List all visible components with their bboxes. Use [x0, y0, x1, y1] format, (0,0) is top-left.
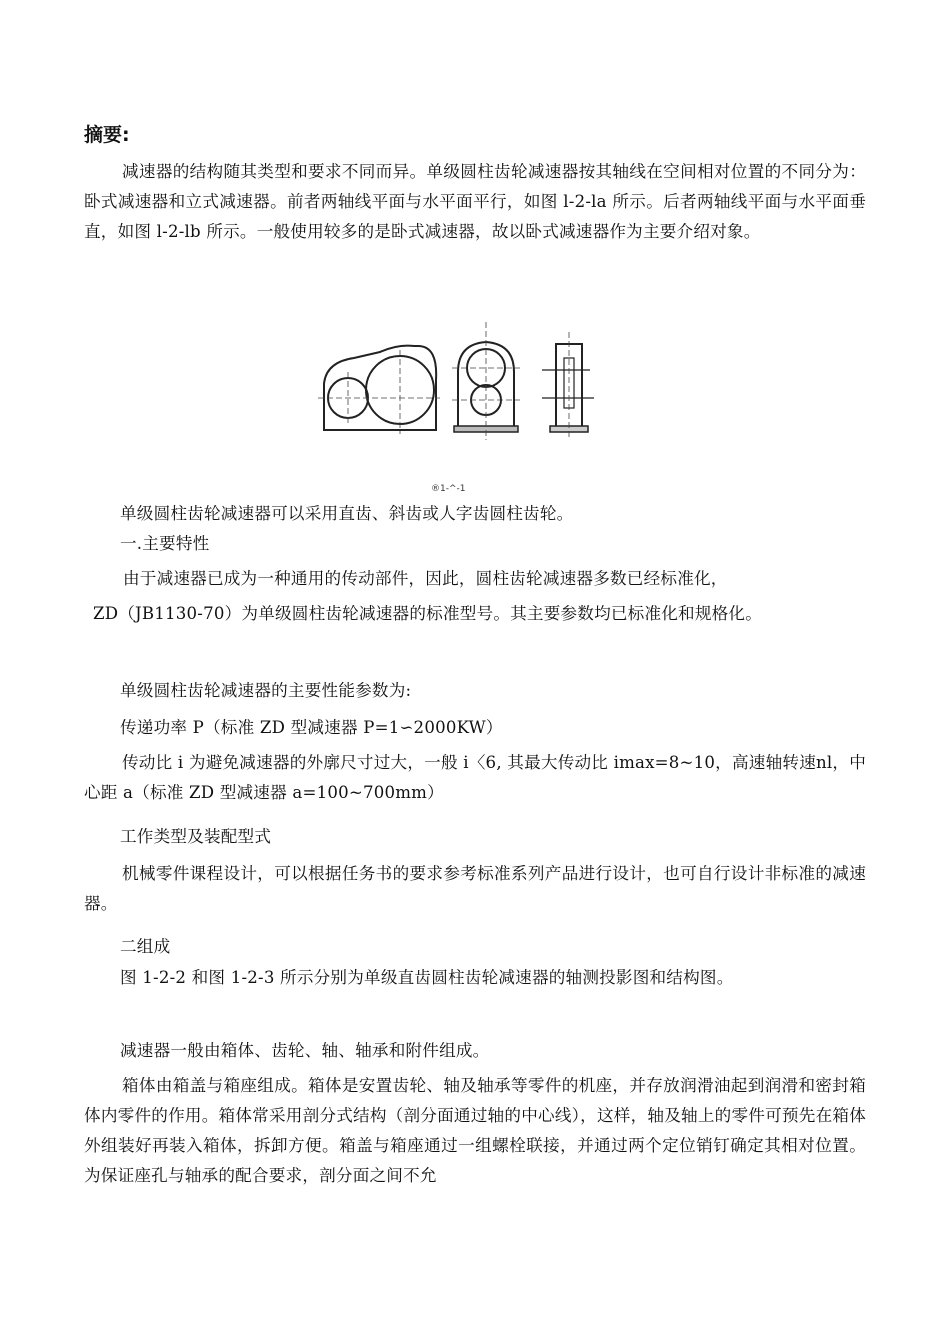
- gear-types-line: 单级圆柱齿轮减速器可以采用直齿、斜齿或人字齿圆柱齿轮。: [120, 504, 574, 523]
- components-line: 减速器一般由箱体、齿轮、轴、轴承和附件组成。: [120, 1041, 490, 1060]
- section-main-features: 一.主要特性: [120, 534, 210, 553]
- section-composition: 二组成: [120, 937, 171, 956]
- housing-paragraph: 箱体由箱盖与箱座组成。箱体是安置齿轮、轴及轴承等零件的机座，并存放润滑油起到润滑和密封箱体内零件的作用。箱体常采用剖分式结构（剖分面通过轴的中心线），这样，轴及轴上的零件可预先在箱体外组装好再装入箱体，拆卸方便。箱盖与箱座通过一组螺栓联接，并通过两个定位销钉确定其相对位置。为保证座孔与轴承的配合要求，剖分面之间不允: [84, 1076, 866, 1185]
- figure-reference-line: 图 1-2-2 和图 1-2-3 所示分别为单级直齿圆柱齿轮减速器的轴测投影图和结构图。: [120, 968, 734, 987]
- ratio-paragraph: 传动比 i 为避免减速器的外廓尺寸过大，一般 i〈6, 其最大传动比 imax=8~10，高速轴转速nl，中心距 a（标准 ZD 型减速器 a=100~700mm）: [84, 753, 866, 802]
- work-type-line: 工作类型及装配型式: [120, 827, 272, 846]
- abstract-heading: 摘要:: [84, 124, 130, 146]
- intro-paragraph: 减速器的结构随其类型和要求不同而异。单级圆柱齿轮减速器按其轴线在空间相对位置的不同分为：卧式减速器和立式减速器。前者两轴线平面与水平面平行，如图 l-2-la 所示。后者两轴线平面与水平面垂直，如图 l-2-lb 所示。一般使用较多的是卧式减速器，故以卧式减速器作为主要介绍对象。: [84, 162, 866, 241]
- standardization-line-2: ZD（JB1130-70）为单级圆柱齿轮减速器的标准型号。其主要参数均已标准化和规格化。: [93, 604, 763, 623]
- design-paragraph: 机械零件课程设计，可以根据任务书的要求参考标准系列产品进行设计，也可自行设计非标准的减速器。: [84, 864, 866, 913]
- figure-caption: ®1-^-1: [431, 484, 466, 494]
- params-intro-line: 单级圆柱齿轮减速器的主要性能参数为:: [120, 681, 412, 700]
- power-line: 传递功率 P（标准 ZD 型减速器 P=1∽2000KW）: [120, 718, 503, 737]
- standardization-line-1: 由于减速器已成为一种通用的传动部件，因此，圆柱齿轮减速器多数已经标准化，: [123, 569, 728, 588]
- reducer-figure: [318, 322, 600, 450]
